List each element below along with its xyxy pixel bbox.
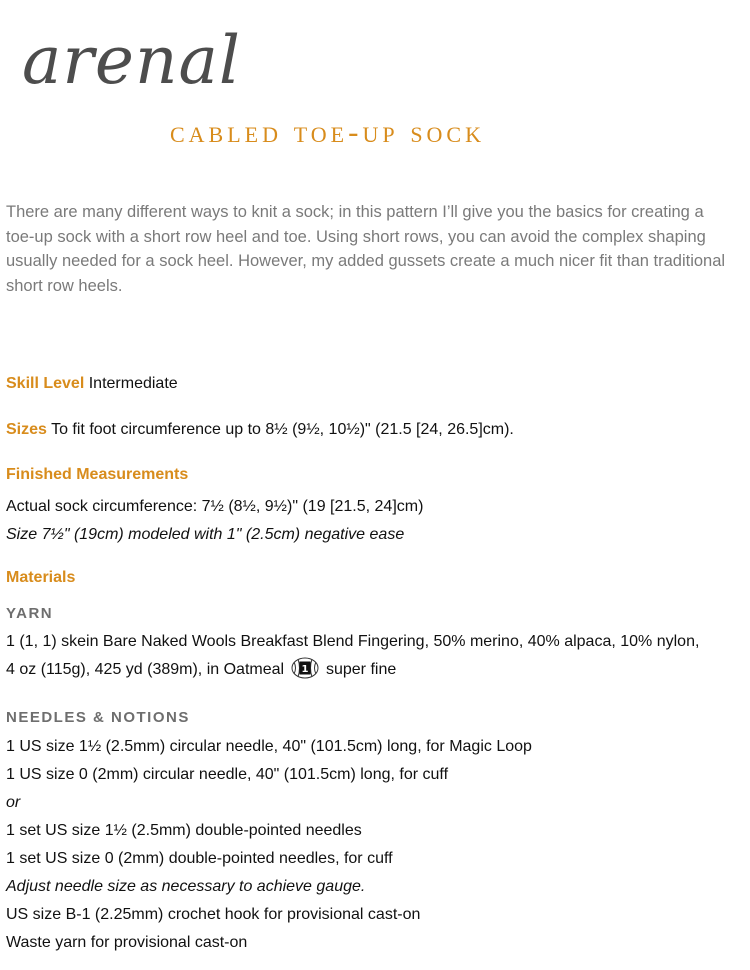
yarn-weight-number: 1 — [301, 664, 308, 675]
notion-item: Waste yarn for provisional cast-on — [6, 934, 248, 951]
sizes-label: Sizes — [6, 421, 47, 438]
notion-item: US size B-1 (2.25mm) crochet hook for provisional cast-on — [6, 906, 421, 923]
gauge-note: Adjust needle size as necessary to achieve gauge. — [6, 878, 366, 895]
needle-or: or — [6, 794, 21, 811]
needles-notions-heading: NEEDLES & NOTIONS — [6, 709, 190, 726]
needle-item: 1 US size 1½ (2.5mm) circular needle, 40" (101.5cm) long, for Magic Loop — [6, 738, 532, 755]
needle-item: 1 US size 0 (2mm) circular needle, 40" (101.5cm) long, for cuff — [6, 766, 449, 783]
yarn-weight-icon — [291, 657, 319, 679]
yarn-line-2 — [6, 657, 396, 680]
materials-heading: Materials — [6, 569, 76, 586]
yarn-heading: YARN — [6, 605, 54, 622]
pattern-subtitle: cabled toe-up sock — [170, 114, 485, 149]
sizes-value: To fit foot circumference up to 8½ (9½, 10½)" (21.5 [24, 26.5]cm). — [51, 421, 514, 438]
needle-item: 1 set US size 0 (2mm) double-pointed needles, for cuff — [6, 850, 393, 867]
yarn-amount: 4 oz (115g), 425 yd (389m), in Oatmeal — [6, 661, 285, 678]
yarn-line: 1 (1, 1) skein Bare Naked Wools Breakfast Blend Fingering, 50% merino, 40% alpaca, 10% nylon, — [6, 633, 700, 650]
skill-level-line — [6, 374, 178, 394]
finished-measurements-heading: Finished Measurements — [6, 466, 189, 483]
finished-measurements-line: Actual sock circumference: 7½ (8½, 9½)" (19 [21.5, 24]cm) — [6, 498, 424, 515]
needle-item: 1 set US size 1½ (2.5mm) double-pointed needles — [6, 822, 362, 839]
sizes-line — [6, 420, 514, 440]
finished-measurements-note: Size 7½" (19cm) modeled with 1" (2.5cm) negative ease — [6, 526, 405, 543]
skill-level-label: Skill Level — [6, 375, 85, 392]
pattern-title: arenal — [22, 22, 241, 99]
skill-level-value: Intermediate — [88, 375, 178, 392]
yarn-weight-label: super fine — [325, 661, 397, 678]
intro-paragraph: There are many different ways to knit a sock; in this pattern I’ll give you the basics for creating a toe-up sock with a short row heel and toe. Using short rows, you can avoid the complex shaping usually needed for a sock heel. However, my added gussets create a much nicer fit than traditional short row heels. — [6, 203, 726, 295]
